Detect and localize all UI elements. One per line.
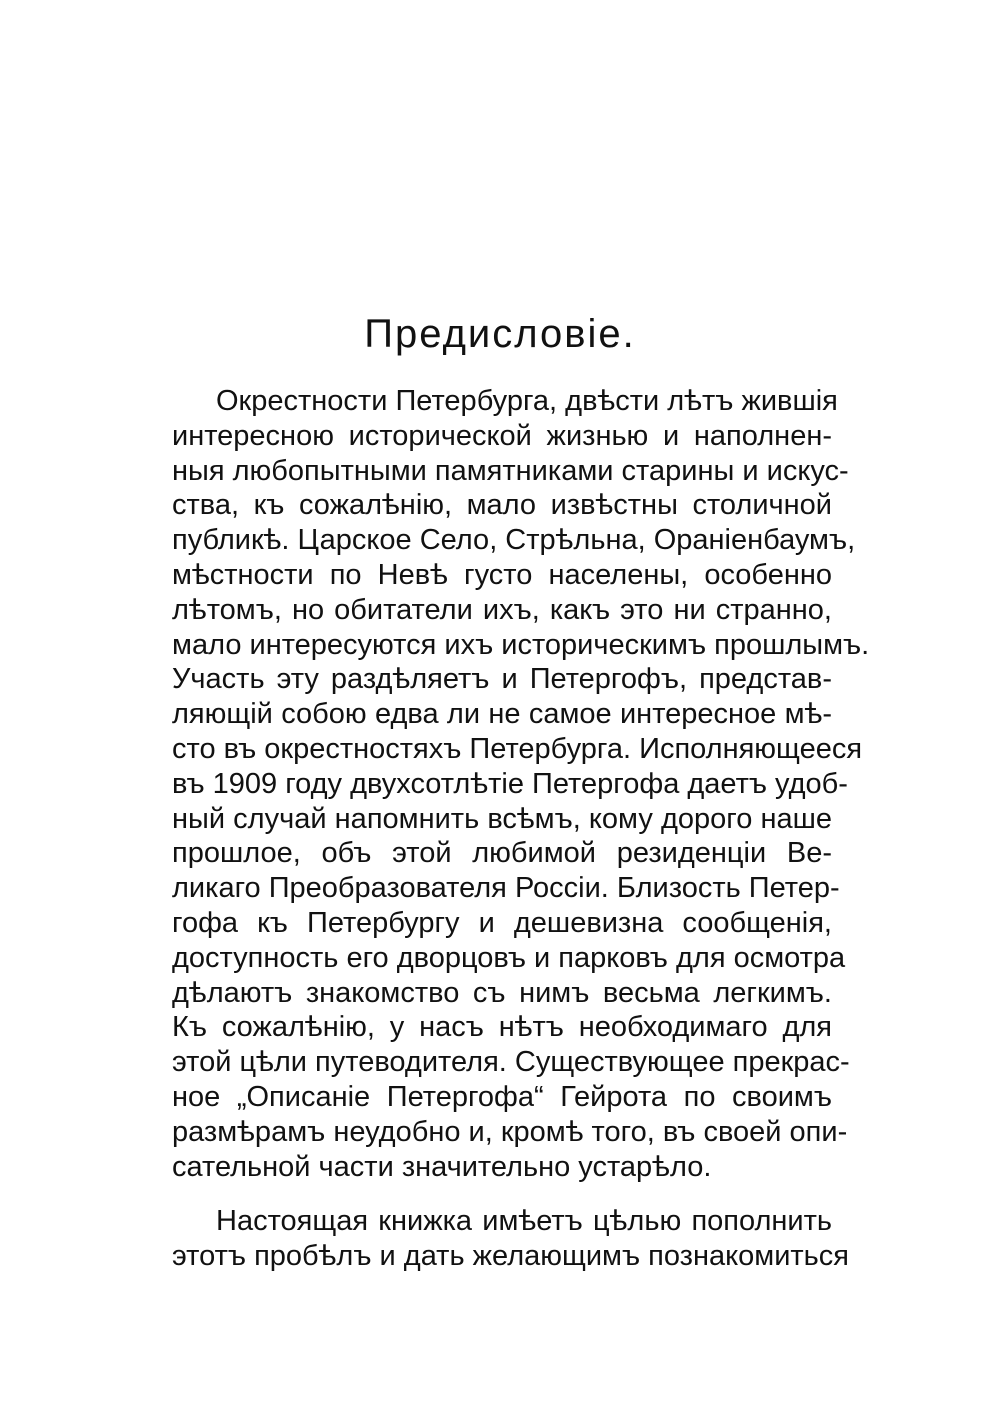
text-line: ный случай напомнить всѣмъ, кому дорого наше: [172, 802, 832, 835]
text-line: Къ сожалѣнію, у насъ нѣтъ необходимаго для: [172, 1011, 832, 1044]
text-line: сто въ окрестностяхъ Петербурга. Исполняющееся: [172, 732, 863, 765]
text-line: ликаго Преобразователя Россіи. Близость Петер-: [172, 872, 840, 905]
text-line: ное „Описаніе Петергофа“ Гейрота по своимъ: [172, 1080, 832, 1113]
text-line: лѣтомъ, но обитатели ихъ, какъ это ни странно,: [172, 593, 832, 626]
text-line: Окрестности Петербурга, двѣсти лѣтъ жившія: [216, 385, 838, 417]
text-line: въ 1909 году двухсотлѣтіе Петергофа даетъ удоб-: [172, 767, 848, 800]
text-line: размѣрамъ неудобно и, кромѣ того, въ своей опи-: [172, 1115, 848, 1148]
paragraph-2: [172, 1204, 849, 1274]
text-line: публикѣ. Царское Село, Стрѣльна, Ораніенбаумъ,: [172, 524, 856, 557]
text-line: доступность его дворцовъ и парковъ для осмотра: [172, 941, 846, 974]
text-line: гофа къ Петербургу и дешевизна сообщенія,: [172, 906, 832, 939]
text-line: ства, къ сожалѣнію, мало извѣстны столичной: [172, 489, 832, 522]
text-line: дѣлаютъ знакомство съ нимъ весьма легкимъ.: [172, 976, 832, 1009]
page-title: Предисловіе.: [364, 312, 636, 356]
text-line: Настоящая книжка имѣетъ цѣлью пополнить: [216, 1205, 832, 1237]
text-line: мало интересуются ихъ историческимъ прошлымъ.: [172, 628, 870, 661]
text-line: ляющій собою едва ли не самое интересное мѣ-: [172, 698, 832, 731]
paragraph-1: [172, 384, 870, 1184]
text-line: интересною исторической жизнью и наполнен-: [172, 419, 832, 452]
text-line: этой цѣли путеводителя. Существующее прекрас-: [172, 1046, 850, 1079]
text-line: прошлое, объ этой любимой резиденціи Ве-: [172, 837, 832, 870]
text-line: Участь эту раздѣляетъ и Петергофъ, представ-: [172, 663, 832, 696]
text-line: этотъ пробѣлъ и дать желающимъ познакомиться: [172, 1239, 849, 1272]
text-line: ныя любопытными памятниками старины и искус-: [172, 454, 849, 487]
text-line: мѣстности по Невѣ густо населены, особенно: [172, 558, 832, 591]
text-line: сательной части значительно устарѣло.: [172, 1150, 712, 1183]
